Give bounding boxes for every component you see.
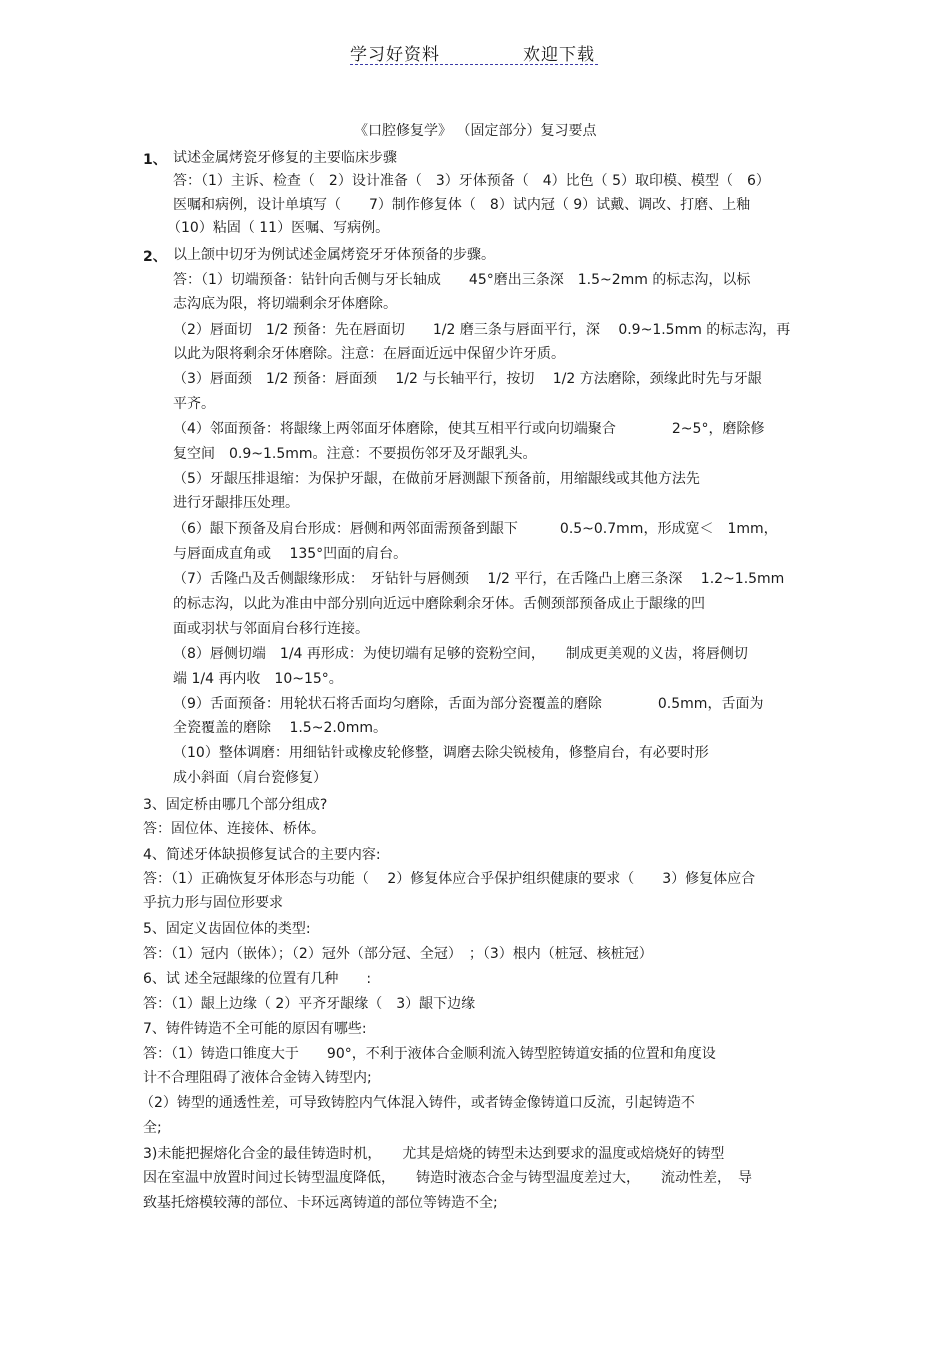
- doc-line: （2）唇面切 1/2 预备：先在唇面切 1/2 磨三条与唇面平行，深 0.9~1.5mm 的标志沟，再: [173, 322, 791, 338]
- doc-line: （3）唇面颈 1/2 预备：唇面颈 1/2 与长轴平行，按切 1/2 方法磨除，颈缘此时先与牙龈: [173, 371, 762, 387]
- doc-line: （9）舌面预备：用轮状石将舌面均匀磨除，舌面为部分瓷覆盖的磨除 0.5mm，舌面为: [173, 696, 764, 712]
- doc-line: 致基托熔模较薄的部位、卡环远离铸道的部位等铸造不全;: [143, 1195, 498, 1211]
- question-number-1: 1、: [143, 152, 167, 168]
- doc-line: 答：（1）正确恢复牙体形态与功能（ 2）修复体应合乎保护组织健康的要求（ 3）修复体应合: [143, 871, 756, 887]
- doc-line: 平齐。: [173, 396, 215, 412]
- doc-line: 以上颌中切牙为例试述金属烤瓷牙牙体预备的步骤。: [173, 247, 495, 263]
- doc-line: 4、简述牙体缺损修复试合的主要内容:: [143, 847, 381, 863]
- doc-line: 乎抗力形与固位形要求: [143, 895, 283, 911]
- header-left-text: 学习好资料: [350, 45, 440, 65]
- doc-line: 答：（1）主诉、检查（ 2）设计准备（ 3）牙体预备（ 4）比色（ 5）取印模、模型（ 6）: [173, 173, 770, 189]
- doc-line: 答：（1）龈上边缘（ 2）平齐牙龈缘（ 3）龈下边缘: [143, 996, 476, 1012]
- doc-line: 答：（1）切端预备：钻针向舌侧与牙长轴成 45°磨出三条深 1.5~2mm 的标志沟，以标: [173, 272, 751, 288]
- doc-line: 全;: [143, 1120, 162, 1136]
- doc-line: 答：固位体、连接体、桥体。: [143, 821, 325, 837]
- doc-line: （6）龈下预备及肩台形成：唇侧和两邻面需预备到龈下 0.5~0.7mm，形成宽＜ 1mm，: [173, 521, 778, 537]
- question-number-2: 2、: [143, 249, 167, 265]
- doc-line: 5、固定义齿固位体的类型:: [143, 921, 311, 937]
- doc-line: 答：（1）冠内（嵌体）；（2）冠外（部分冠、全冠） ；（3）根内（桩冠、核桩冠）: [143, 946, 653, 962]
- doc-line: 6、试 述全冠龈缘的位置有几种 :: [143, 971, 372, 987]
- header-right-text: 欢迎下载: [523, 45, 595, 65]
- doc-line: 医嘱和病例，设计单填写（ 7）制作修复体（ 8）试内冠（ 9）试戴、调改、打磨、上釉: [173, 197, 751, 213]
- document-title: 《口腔修复学》 （固定部分）复习要点: [354, 123, 597, 139]
- doc-line: 面或羽状与邻面肩台移行连接。: [173, 621, 369, 637]
- doc-line: 复空间 0.9~1.5mm。注意：不要损伤邻牙及牙龈乳头。: [173, 446, 537, 462]
- doc-line: 的标志沟，以此为准由中部分别向近远中磨除剩余牙体。舌侧颈部预备成止于龈缘的凹: [173, 596, 705, 612]
- doc-line: 与唇面成直角或 135°凹面的肩台。: [173, 546, 408, 562]
- doc-line: （2）铸型的通透性差，可导致铸腔内气体混入铸件，或者铸金像铸道口反流，引起铸造不: [140, 1095, 695, 1111]
- doc-line: （10）粘固（ 11）医嘱、写病例。: [167, 220, 390, 236]
- doc-line: 因在室温中放置时间过长铸型温度降低， 铸造时液态合金与铸型温度差过大， 流动性差， 导: [143, 1170, 752, 1186]
- doc-line: 全瓷覆盖的磨除 1.5~2.0mm。: [173, 720, 387, 736]
- doc-line: （8）唇侧切端 1/4 再形成：为使切端有足够的瓷粉空间， 制成更美观的义齿，将唇侧切: [173, 646, 748, 662]
- doc-line: 试述金属烤瓷牙修复的主要临床步骤: [173, 150, 397, 166]
- doc-line: 7、铸件铸造不全可能的原因有哪些:: [143, 1021, 367, 1037]
- doc-line: 计不合理阻碍了液体合金铸入铸型内;: [143, 1070, 372, 1086]
- doc-line: 3、固定桥由哪几个部分组成?: [143, 797, 328, 813]
- doc-line: 进行牙龈排压处理。: [173, 495, 299, 511]
- doc-line: （10）整体调磨：用细钻针或橡皮轮修整，调磨去除尖锐棱角，修整肩台，有必要时形: [173, 745, 709, 761]
- doc-line: 3)未能把握熔化合金的最佳铸造时机， 尤其是焙烧的铸型未达到要求的温度或焙烧好的铸型: [143, 1146, 725, 1162]
- doc-line: （4）邻面预备：将龈缘上两邻面牙体磨除，使其互相平行或向切端聚合 2~5°，磨除修: [173, 421, 765, 437]
- doc-line: 以此为限将剩余牙体磨除。注意：在唇面近远中保留少许牙质。: [173, 346, 565, 362]
- doc-line: 端 1/4 再内收 10~15°。: [173, 671, 343, 687]
- doc-line: （5）牙龈压排退缩：为保护牙龈，在做前牙唇测龈下预备前，用缩龈线或其他方法先: [173, 471, 700, 487]
- header-dashed-underline: [350, 64, 598, 65]
- doc-line: 志沟底为限，将切端剩余牙体磨除。: [173, 296, 397, 312]
- doc-line: （7）舌隆凸及舌侧龈缘形成： 牙钻针与唇侧颈 1/2 平行，在舌隆凸上磨三条深 1.2~1.5mm: [173, 571, 785, 587]
- doc-line: 答：（1）铸造口锥度大于 90°，不利于液体合金顺利流入铸型腔铸道安插的位置和角度设: [143, 1046, 716, 1062]
- doc-line: 成小斜面（肩台瓷修复）: [173, 770, 327, 786]
